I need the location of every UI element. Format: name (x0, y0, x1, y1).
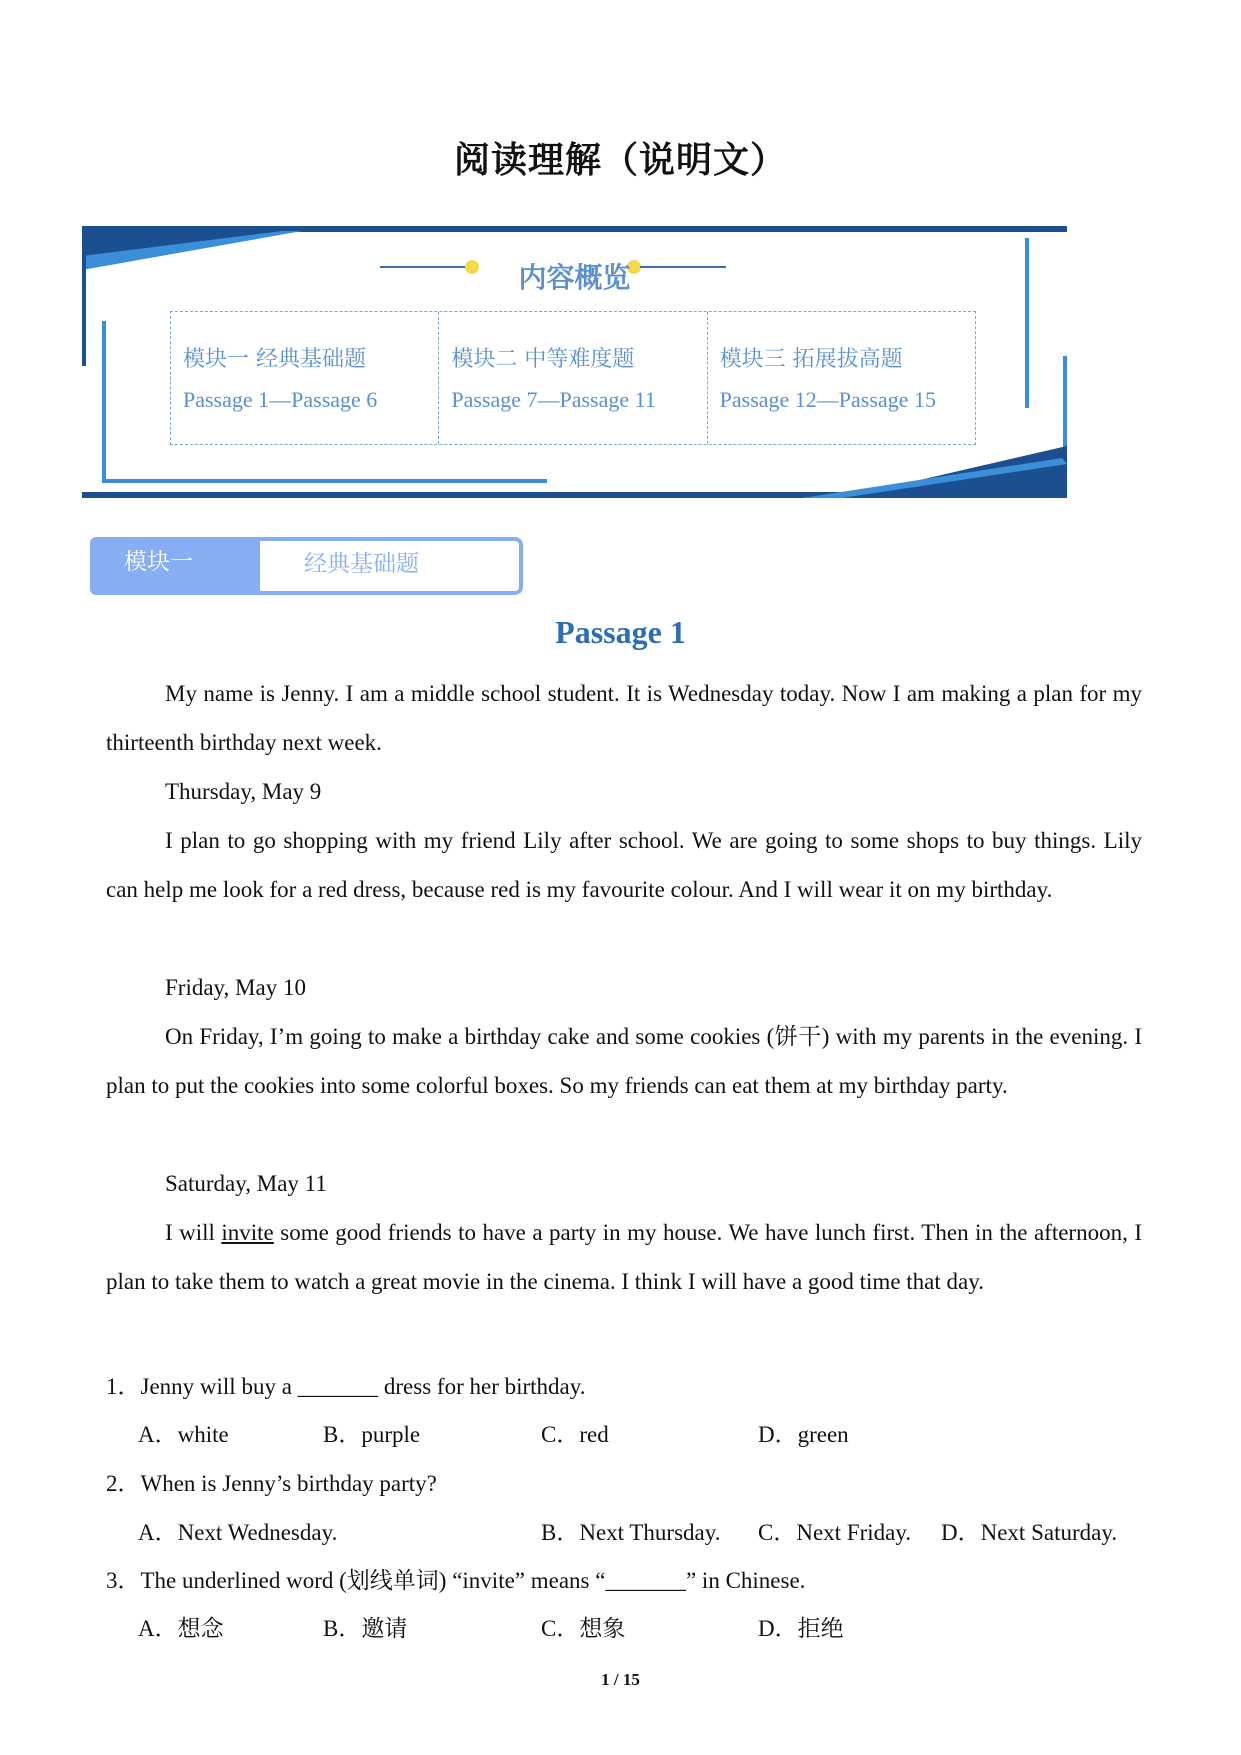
overview-heading: 内容概览 (518, 261, 631, 294)
document-title: 阅读理解（说明文） (453, 140, 787, 181)
option: A．想念 (138, 1616, 224, 1641)
module-name: 模块二 中等难度题 (451, 347, 635, 372)
module-cell-1 (171, 312, 439, 444)
module-tag-name: 经典基础题 (304, 551, 419, 577)
question-2: 2．When is Jenny’s birthday party? (106, 1471, 437, 1496)
option: C．Next Friday. (758, 1520, 912, 1545)
module-range: Passage 7—Passage 11 (451, 387, 656, 412)
paragraph-text: some good friends to have a party in my house. We have lunch first. Then in the afternoon, I plan to take them to watch a great movie in the cinema. I think I will have a good time that day. (106, 1220, 1142, 1294)
date-heading-friday: Friday, May 10 (165, 975, 306, 1000)
module-tag-label: 模块一 (124, 549, 193, 575)
option: B．purple (323, 1422, 421, 1447)
underlined-word: invite (221, 1220, 274, 1245)
module-tag-name-box (256, 537, 523, 595)
module-grid (170, 311, 976, 445)
module-name: 模块一 经典基础题 (183, 347, 366, 372)
module-cell-2 (439, 312, 707, 444)
passage-paragraph-3: On Friday, I’m going to make a birthday cake and some cookies (饼干) with my parents in the evening. I plan to put the cookies into some colorful boxes. So my friends can eat them at my birthday party. (106, 1024, 1142, 1098)
option: D．green (758, 1422, 849, 1447)
question-3: 3．The underlined word (划线单词) “invite” means “_______” in Chinese. (106, 1568, 806, 1593)
module-range: Passage 12—Passage 15 (719, 387, 936, 412)
option: C．red (541, 1422, 609, 1447)
date-heading-saturday: Saturday, May 11 (165, 1171, 327, 1196)
content-overview-banner (82, 226, 1067, 498)
passage-title: Passage 1 (555, 614, 686, 650)
date-heading-thursday: Thursday, May 9 (165, 779, 322, 804)
option: B．邀请 (323, 1616, 408, 1641)
passage-paragraph-1: My name is Jenny. I am a middle school student. It is Wednesday today. Now I am making a plan for my thirteenth birthday next week. (106, 681, 1142, 755)
module-range: Passage 1—Passage 6 (183, 387, 378, 412)
module-name: 模块三 拓展拔高题 (719, 347, 903, 372)
option: C．想象 (541, 1616, 626, 1641)
option: B．Next Thursday. (541, 1520, 721, 1545)
option: A．white (138, 1422, 229, 1447)
passage-paragraph-2: I plan to go shopping with my friend Lily after school. We are going to some shops to buy things. Lily can help me look for a red dress, because red is my favourite colour. And I will wear it on my birthday. (106, 828, 1142, 902)
option: D．Next Saturday. (941, 1520, 1118, 1545)
passage-paragraph-4 (106, 1208, 1142, 1306)
module-cell-3 (708, 312, 975, 444)
paragraph-text: I will (165, 1220, 222, 1245)
option: D．拒绝 (758, 1616, 844, 1641)
module-tag (90, 537, 523, 595)
option: A．Next Wednesday. (138, 1520, 338, 1545)
page-number: 1 / 15 (601, 1670, 640, 1689)
module-tag-label-box (90, 537, 260, 595)
question-1: 1．Jenny will buy a _______ dress for her birthday. (106, 1374, 586, 1399)
